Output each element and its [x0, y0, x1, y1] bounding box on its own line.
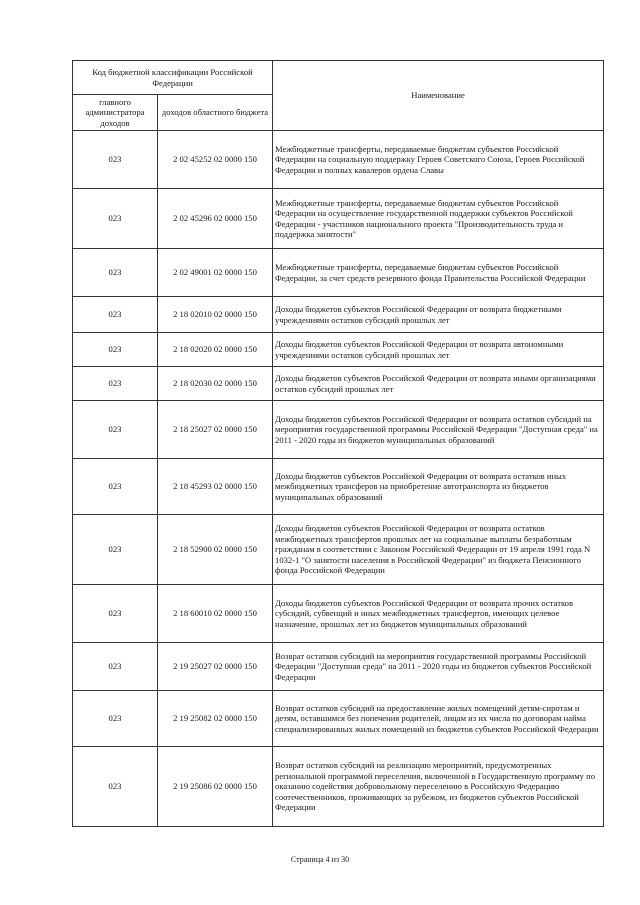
income-code-cell: 2 19 25086 02 0000 150 [158, 747, 273, 827]
admin-code-cell: 023 [73, 515, 158, 585]
table-row [73, 747, 604, 827]
table-row [73, 459, 604, 515]
admin-code-cell: 023 [73, 585, 158, 643]
header-chief-administrator: главного администратора доходов [73, 95, 158, 131]
income-code-cell: 2 02 45296 02 0000 150 [158, 189, 273, 249]
income-code-cell: 2 02 49001 02 0000 150 [158, 249, 273, 297]
table-row [73, 189, 604, 249]
admin-code-cell: 023 [73, 297, 158, 333]
income-name-cell: Возврат остатков субсидий на реализацию мероприятий, предусмотренных региональной программой переселения, включенной в Государственную программу по оказанию содействия добровольному переселению в Российскую Федерацию соотечественников, проживающих за рубежом, из бюджетов субъектов Российской Федерации [273, 747, 604, 827]
income-code-cell: 2 19 25082 02 0000 150 [158, 691, 273, 747]
income-code-cell: 2 18 60010 02 0000 150 [158, 585, 273, 643]
table-row [73, 297, 604, 333]
budget-classification-table [72, 60, 604, 827]
header-regional-income: доходов областного бюджета [158, 95, 273, 131]
income-code-cell: 2 18 02020 02 0000 150 [158, 333, 273, 367]
table-row [73, 585, 604, 643]
income-name-cell: Межбюджетные трансферты, передаваемые бюджетам субъектов Российской Федерации на осуществление государственной поддержки субъектов Российской Федерации - участников национального проекта "Производительность труда и поддержка занятости" [273, 189, 604, 249]
table-row [73, 691, 604, 747]
income-code-cell: 2 18 52900 02 0000 150 [158, 515, 273, 585]
admin-code-cell: 023 [73, 691, 158, 747]
table-body [73, 131, 604, 827]
income-code-cell: 2 18 02030 02 0000 150 [158, 367, 273, 401]
income-name-cell: Межбюджетные трансферты, передаваемые бюджетам субъектов Российской Федерации на социальную поддержку Героев Советского Союза, Героев Российской Федерации и полных кавалеров ордена Славы [273, 131, 604, 189]
table-row [73, 249, 604, 297]
income-name-cell: Возврат остатков субсидий на мероприятия государственной программы Российской Федерации "Доступная среда" на 2011 - 2020 годы из бюджетов субъектов Российской Федерации [273, 643, 604, 691]
admin-code-cell: 023 [73, 249, 158, 297]
page-number: Страница 4 из 30 [290, 855, 350, 864]
admin-code-cell: 023 [73, 333, 158, 367]
income-code-cell: 2 18 45293 02 0000 150 [158, 459, 273, 515]
income-name-cell: Доходы бюджетов субъектов Российской Федерации от возврата прочих остатков субсидий, субвенций и иных межбюджетных трансфертов, имеющих целевое назначение, прошлых лет из бюджетов муниципальных образований [273, 585, 604, 643]
income-code-cell: 2 18 02010 02 0000 150 [158, 297, 273, 333]
admin-code-cell: 023 [73, 747, 158, 827]
admin-code-cell: 023 [73, 401, 158, 459]
income-name-cell: Доходы бюджетов субъектов Российской Федерации от возврата остатков иных межбюджетных трансферов на приобретение автотранспорта из бюджетов муниципальных образований [273, 459, 604, 515]
admin-code-cell: 023 [73, 459, 158, 515]
income-name-cell: Доходы бюджетов субъектов Российской Федерации от возврата остатков межбюджетных трансфертов прошлых лет на социальные выплаты безработным гражданам в соответствии с Законом Российской Федерации от 19 апреля 1991 года N 1032-1 "О занятости населения в Российской Федерации" из бюджета Пенсионного фонда Российской Федерации [273, 515, 604, 585]
header-name: Наименование [273, 61, 604, 131]
income-code-cell: 2 18 25027 02 0000 150 [158, 401, 273, 459]
header-row-1 [73, 61, 604, 95]
income-name-cell: Доходы бюджетов субъектов Российской Федерации от возврата иными организациями остатков субсидий прошлых лет [273, 367, 604, 401]
income-name-cell: Межбюджетные трансферты, передаваемые бюджетам субъектов Российской Федерации, за счет средств резервного фонда Правительства Российской Федерации [273, 249, 604, 297]
income-name-cell: Возврат остатков субсидий на предоставление жилых помещений детям-сиротам и детям, оставшимся без попечения родителей, лицам из их числа по договорам найма специализированных жилых помещений из бюджетов субъектов Российской Федерации [273, 691, 604, 747]
income-name-cell: Доходы бюджетов субъектов Российской Федерации от возврата остатков субсидий на мероприятия государственной программы Российской Федерации "Доступная среда" на 2011 - 2020 годы из бюджетов муниципальных образований [273, 401, 604, 459]
table-row [73, 367, 604, 401]
table-row [73, 401, 604, 459]
table-row [73, 333, 604, 367]
table-row [73, 131, 604, 189]
income-name-cell: Доходы бюджетов субъектов Российской Федерации от возврата бюджетными учреждениями остатков субсидий прошлых лет [273, 297, 604, 333]
income-name-cell: Доходы бюджетов субъектов Российской Федерации от возврата автономными учреждениями остатков субсидий прошлых лет [273, 333, 604, 367]
table-row [73, 515, 604, 585]
table-row [73, 643, 604, 691]
income-code-cell: 2 19 25027 02 0000 150 [158, 643, 273, 691]
admin-code-cell: 023 [73, 131, 158, 189]
admin-code-cell: 023 [73, 367, 158, 401]
income-code-cell: 2 02 45252 02 0000 150 [158, 131, 273, 189]
admin-code-cell: 023 [73, 189, 158, 249]
admin-code-cell: 023 [73, 643, 158, 691]
header-classification-code: Код бюджетной классификации Российской Федерации [73, 61, 273, 95]
